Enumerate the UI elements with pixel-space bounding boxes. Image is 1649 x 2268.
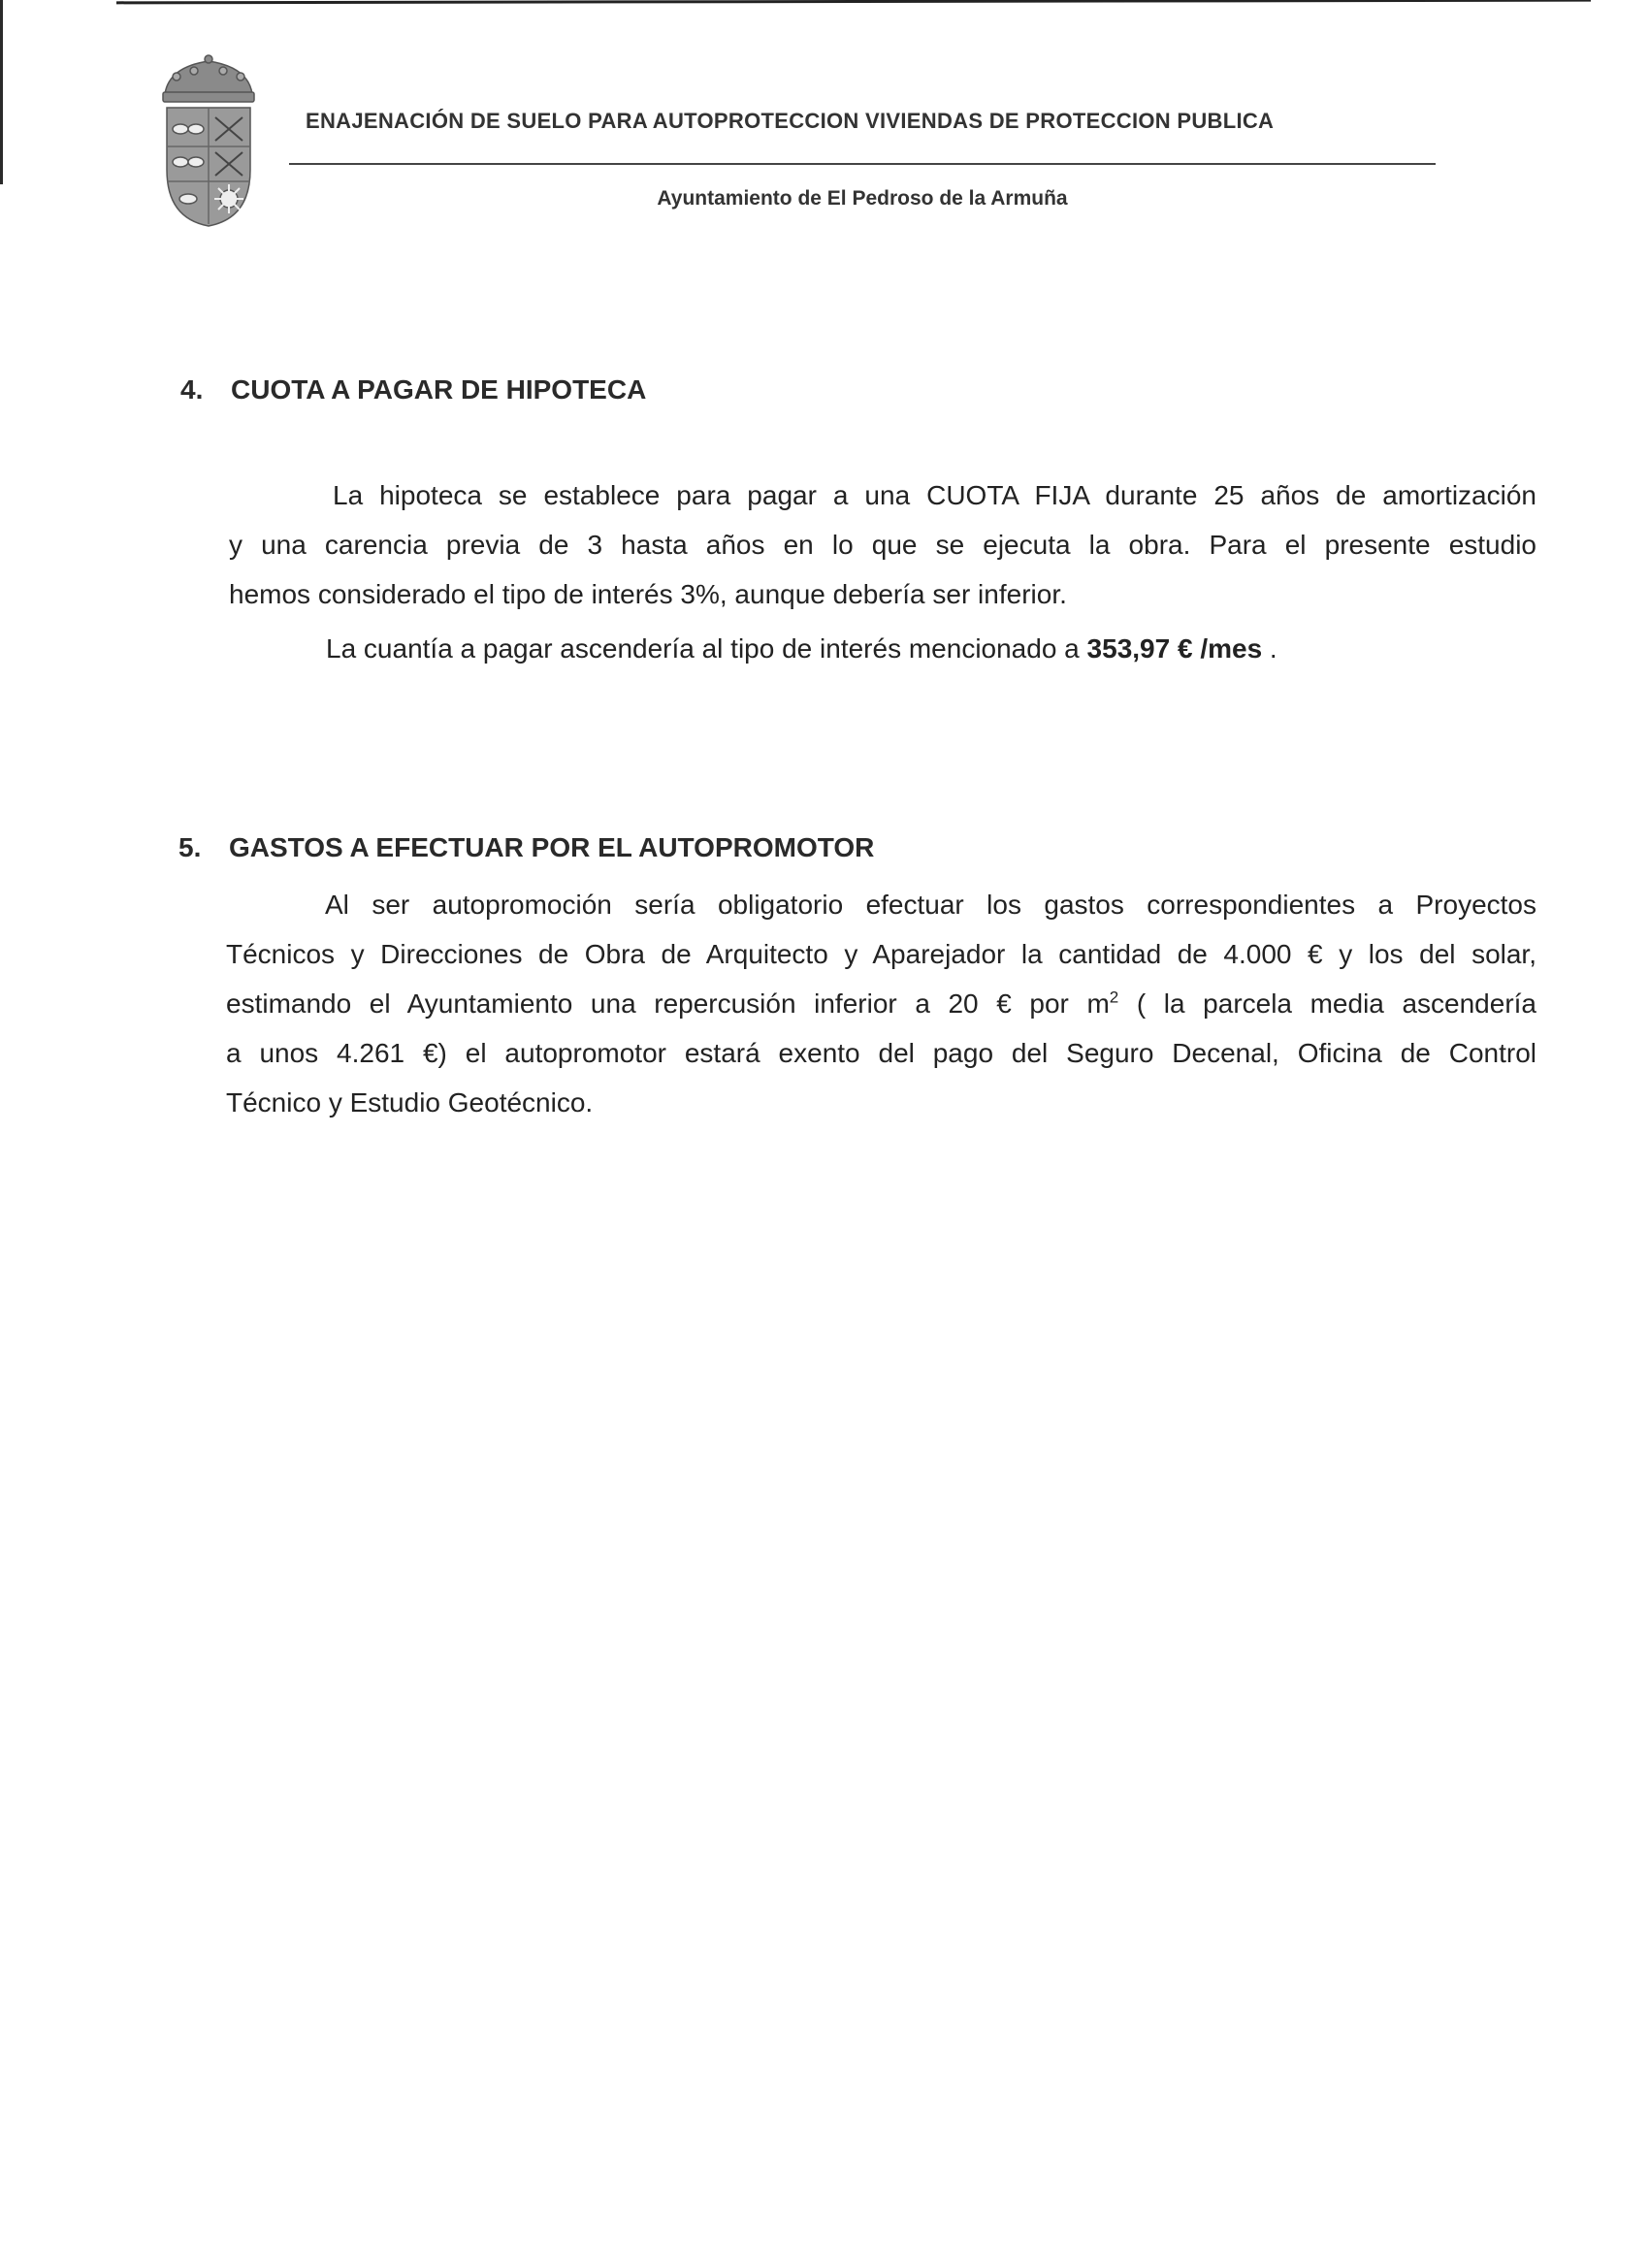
scan-left-edge: [0, 0, 14, 184]
section-4-line-1: La hipoteca se establece para pagar a una CUOTA FIJA durante 25 años de amortización: [333, 480, 1536, 510]
header-divider: [289, 163, 1436, 165]
section-4-paragraph: [229, 470, 1536, 619]
amount-end: .: [1269, 633, 1277, 664]
document-header-subtitle: Ayuntamiento de El Pedroso de la Armuña: [657, 187, 1068, 210]
section-4-title: CUOTA A PAGAR DE HIPOTECA: [231, 374, 647, 405]
shield-icon: [167, 108, 250, 226]
municipal-coat-of-arms-icon: [155, 53, 262, 233]
section-5-heading: [178, 832, 874, 863]
section-5-title: GASTOS A EFECTUAR POR EL AUTOPROMOTOR: [229, 832, 875, 862]
section-4-number: 4.: [180, 374, 204, 405]
document-header-title: ENAJENACIÓN DE SUELO PARA AUTOPROTECCION VIVIENDAS DE PROTECCION PUBLICA: [306, 109, 1275, 133]
amount-intro: La cuantía a pagar ascendería al tipo de interés mencionado a: [326, 633, 1080, 664]
section-4-amount-line: [326, 624, 1277, 673]
line-3-text-b: ( la parcela media ascendería: [1118, 988, 1536, 1019]
section-5-number: 5.: [178, 832, 202, 862]
square-meter-superscript: 2: [1109, 988, 1119, 1007]
section-4-line-3: hemos considerado el tipo de interés 3%, aunque debería ser inferior.: [229, 579, 1067, 609]
section-5-line-5: Técnico y Estudio Geotécnico.: [226, 1087, 594, 1118]
crown-icon: [163, 55, 254, 102]
section-5-line-2: Técnicos y Direcciones de Obra de Arquitecto y Aparejador la cantidad de 4.000 € y los del solar,: [226, 939, 1536, 969]
section-5-line-4: a unos 4.261 €) el autopromotor estará exento del pago del Seguro Decenal, Oficina de Control: [226, 1038, 1536, 1068]
section-4-line-2: y una carencia previa de 3 hasta años en lo que se ejecuta la obra. Para el presente estudio: [229, 530, 1536, 560]
line-3-text-a: estimando el Ayuntamiento una repercusión inferior a 20 € por m: [226, 988, 1110, 1019]
section-5-line-1: Al ser autopromoción sería obligatorio efectuar los gastos correspondientes a Proyectos: [325, 890, 1536, 920]
section-5-paragraph: [226, 880, 1536, 1127]
section-4-heading: [180, 374, 646, 405]
monthly-amount-value: 353,97 € /mes: [1086, 633, 1263, 664]
section-5-line-3: [226, 979, 1536, 1028]
scan-top-edge: [116, 0, 1591, 10]
